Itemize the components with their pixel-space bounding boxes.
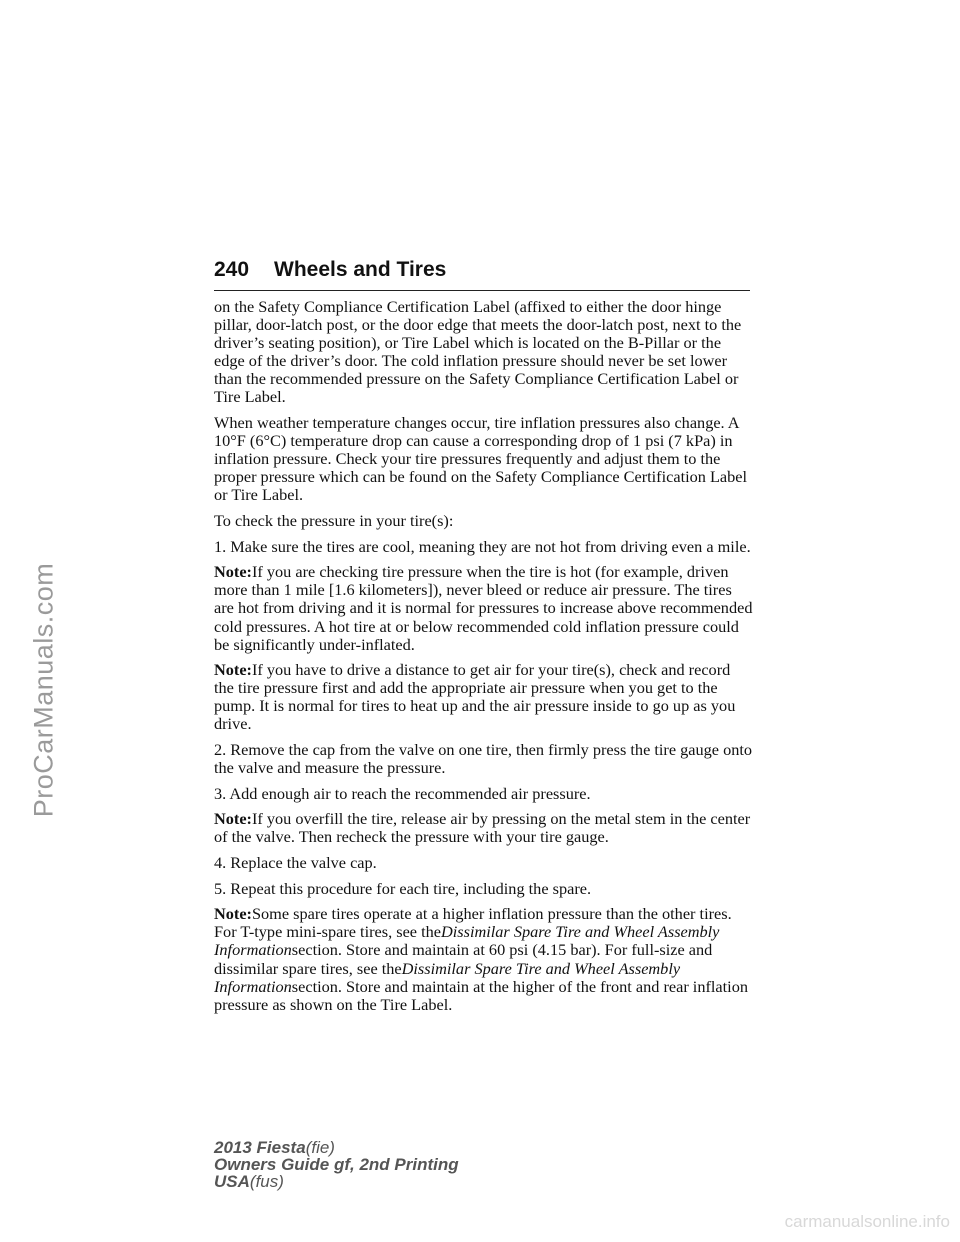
note-label: Note: [214, 904, 252, 924]
note-overfill [214, 810, 754, 846]
footer-line-model [214, 1139, 459, 1156]
footer-model: 2013 Fiesta [214, 1138, 306, 1157]
footer-model-code: (fie) [305, 1138, 335, 1157]
step-3: 3. Add enough air to reach the recommended air pressure. [214, 783, 591, 803]
site-watermark: carmanualsonline.info [784, 1212, 950, 1231]
note-label: Note: [214, 660, 252, 680]
step-4: 4. Replace the valve cap. [214, 853, 377, 873]
note-spare-tire [214, 905, 754, 1014]
footer-line-market [214, 1173, 459, 1190]
note-text: section. Store and maintain at the higher of the front and rear inflation pressure as shown on the Tire Label. [214, 976, 748, 1014]
section-title: Wheels and Tires [274, 258, 447, 281]
paragraph-temperature: When weather temperature changes occur, tire inflation pressures also change. A 10°F (6°C) temperature drop can cause a corresponding drop of 1 psi (7 kPa) in inflation pressure. Check your tire pressures frequently and adjust them to the proper pressure which can be found on the Safety Compliance Certification Label or Tire Label. [214, 413, 748, 505]
paragraph-label-location: on the Safety Compliance Certification Label (affixed to either the door hinge pillar, door-latch post, or the door edge that meets the door-latch post, next to the driver’s seating position), or Tire Label which is located on the B-Pillar or the edge of the driver’s door. The cold inflation pressure should never be set lower than the recommended pressure on the Safety Compliance Certification Label or Tire Label. [214, 297, 742, 407]
note-text: If you have to drive a distance to get air for your tire(s), check and record the tire pressure first and add the appropriate air pressure when you get to the pump. It is normal for tires to heat up and the air pressure inside to go up as you drive. [214, 660, 736, 734]
page-number: 240 [214, 258, 250, 281]
note-text: If you overfill the tire, release air by pressing on the metal stem in the center of the valve. Then recheck the pressure with your tire gauge. [214, 809, 751, 847]
watermark-text: ProCarManuals.com [28, 562, 59, 818]
note-text: section. Store and maintain at 60 psi (4.15 bar). For full-size and dissimilar spare tires, see the [214, 940, 713, 978]
footer-market: USA [214, 1172, 250, 1191]
note-drive-distance [214, 661, 754, 733]
page-header [214, 256, 750, 291]
footer-market-code: (fus) [249, 1172, 284, 1191]
note-hot-tire [214, 563, 754, 653]
step-1: 1. Make sure the tires are cool, meaning they are not hot from driving even a mile. [214, 536, 751, 556]
footer-guide: Owners Guide gf, 2nd Printing [214, 1155, 459, 1174]
page-content [214, 298, 754, 1021]
note-label: Note: [214, 562, 252, 582]
step-2: 2. Remove the cap from the valve on one tire, then firmly press the tire gauge onto the valve and measure the pressure. [214, 740, 753, 778]
step-5: 5. Repeat this procedure for each tire, including the spare. [214, 878, 592, 898]
paragraph-check-intro: To check the pressure in your tire(s): [214, 511, 454, 531]
note-label: Note: [214, 809, 252, 829]
note-text: If you are checking tire pressure when the tire is hot (for example, driven more than 1 mile [1.6 kilometers]), never bleed or reduce air pressure. The tires are hot from driving and it is normal for pressures to increase above recommended cold pressures. A hot tire at or below recommended cold inflation pressure could be significantly under-inflated. [214, 562, 753, 654]
cross-reference-link: Dissimilar Spare Tire and Wheel Assembly Information [214, 958, 681, 996]
cross-reference-link: Dissimilar Spare Tire and Wheel Assembly Information [214, 922, 720, 960]
note-text: Some spare tires operate at a higher inflation pressure than the other tires. For T-type mini-spare tires, see the [214, 904, 732, 942]
document-footer [214, 1139, 459, 1190]
